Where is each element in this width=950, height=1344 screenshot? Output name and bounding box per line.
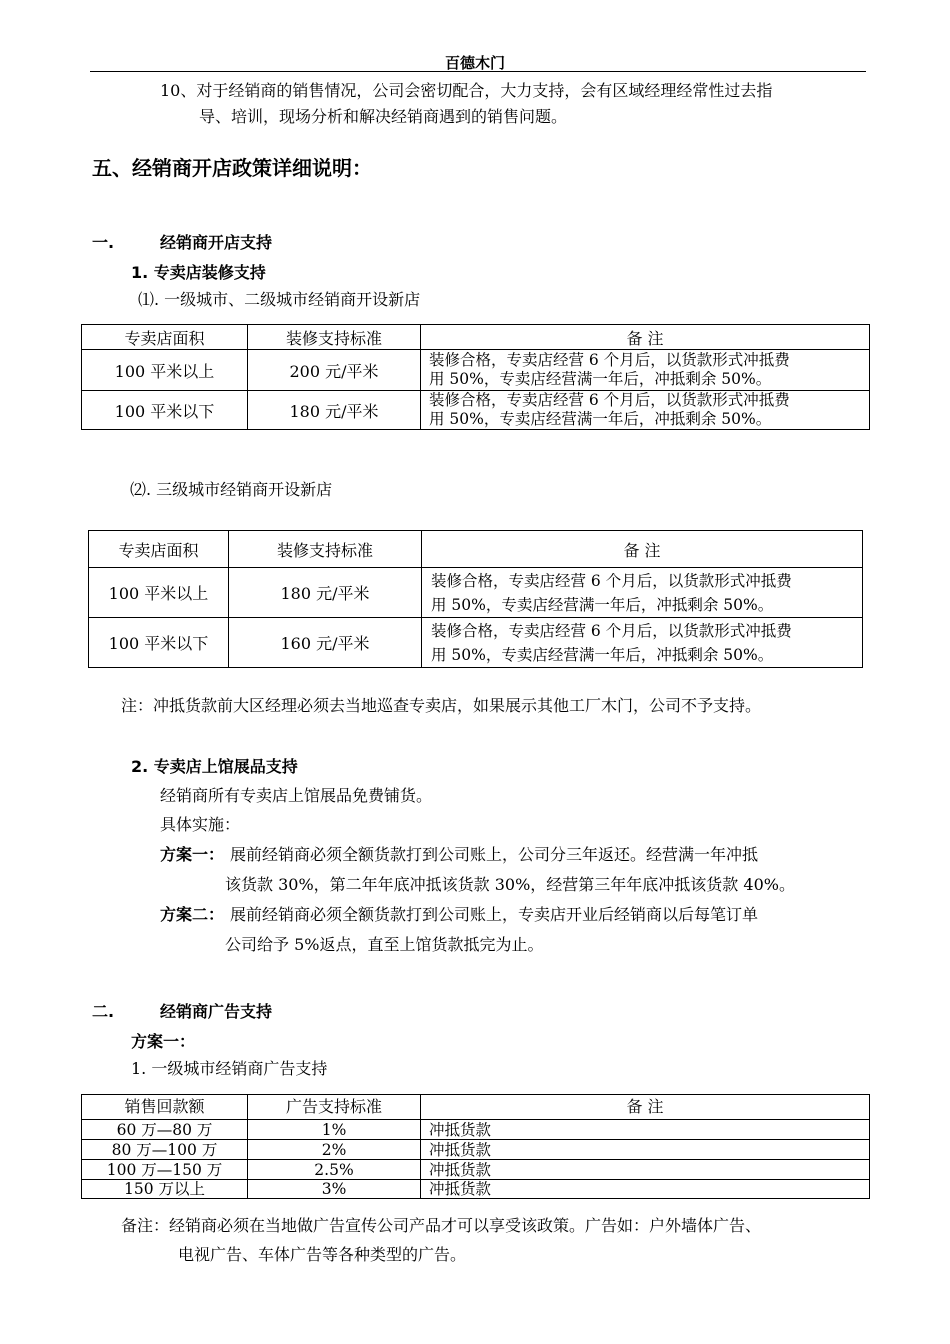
part2-remark-line2: 电视广告、车体广告等各种类型的广告。 [178, 1245, 467, 1264]
cell-area: 100 平米以下 [89, 618, 229, 668]
cell-standard: 1% [248, 1120, 421, 1140]
cell-standard: 180 元/平米 [229, 568, 422, 618]
document-header-title: 百德木门 [444, 54, 505, 72]
plan1-line1: 展前经销商必须全额货款打到公司账上，公司分三年返还。经营满一年冲抵 [230, 845, 759, 864]
cell-amount: 150 万以上 [82, 1180, 248, 1199]
table-header-row [89, 531, 863, 568]
header-rule [90, 71, 866, 72]
cell-note [422, 618, 863, 668]
section-title: 五、经销商开店政策详细说明： [92, 156, 372, 180]
cell-note: 冲抵货款 [421, 1120, 870, 1140]
table-header-row [82, 325, 870, 350]
plan1-label: 方案一： [160, 845, 225, 864]
sub2-line1: 经销商所有专卖店上馆展品免费铺货。 [160, 786, 433, 805]
cell-note: 冲抵货款 [421, 1160, 870, 1180]
plan2-line1: 展前经销商必须全额货款打到公司账上，专卖店开业后经销商以后每笔订单 [230, 905, 759, 924]
cell-note-line: 装修合格，专卖店经营 6 个月后，以货款形式冲抵费 [429, 351, 790, 369]
cell-area: 100 平米以上 [82, 350, 248, 391]
table-row [89, 618, 863, 668]
part2-title: 经销商广告支持 [160, 1002, 273, 1021]
cell-standard: 3% [248, 1180, 421, 1199]
decoration-table-tier1 [81, 324, 870, 430]
cell-note: 冲抵货款 [421, 1180, 870, 1199]
table-row [82, 1160, 870, 1180]
decoration-table-tier3 [88, 530, 863, 668]
part2-remark-line1: 备注：经销商必须在当地做广告宣传公司产品才可以享受该政策。广告如：户外墙体广告、 [121, 1216, 762, 1235]
cell-note-line: 装修合格，专卖店经营 6 个月后，以货款形式冲抵费 [431, 571, 792, 590]
sub1-remark: 注：冲抵货款前大区经理必须去当地巡查专卖店，如果展示其他工厂木门，公司不予支持。 [121, 696, 762, 715]
part2-plan-label: 方案一： [131, 1032, 196, 1051]
cell-note-line: 用 50%，专卖店经营满一年后，冲抵剩余 50%。 [429, 410, 772, 428]
sub2-line2: 具体实施： [160, 815, 241, 834]
header-standard: 装修支持标准 [248, 325, 421, 350]
header-standard: 广告支持标准 [248, 1095, 421, 1120]
part2-case1-label: 1. 一级城市经销商广告支持 [131, 1059, 328, 1078]
header-area: 专卖店面积 [82, 325, 248, 350]
sub2-title: 2. 专卖店上馆展品支持 [131, 757, 298, 776]
cell-amount: 80 万—100 万 [82, 1140, 248, 1160]
cell-note-line: 装修合格，专卖店经营 6 个月后，以货款形式冲抵费 [431, 621, 792, 640]
table-row [82, 391, 870, 430]
header-note: 备 注 [421, 325, 870, 350]
cell-standard: 200 元/平米 [248, 350, 421, 391]
intro-item10-line2: 导、培训，现场分析和解决经销商遇到的销售问题。 [199, 107, 568, 126]
part1-title: 经销商开店支持 [160, 233, 273, 252]
table-row [82, 350, 870, 391]
sub1-case2-label: ⑵. 三级城市经销商开设新店 [130, 480, 333, 499]
part1-number: 一. [92, 233, 115, 252]
cell-note: 冲抵货款 [421, 1140, 870, 1160]
table-header-row [82, 1095, 870, 1120]
cell-standard: 160 元/平米 [229, 618, 422, 668]
plan2-label: 方案二： [160, 905, 225, 924]
sub1-case1-label: ⑴. 一级城市、二级城市经销商开设新店 [138, 290, 421, 309]
cell-note [421, 350, 870, 391]
cell-note [421, 391, 870, 430]
part2-number: 二. [92, 1002, 115, 1021]
header-standard: 装修支持标准 [229, 531, 422, 568]
cell-standard: 2% [248, 1140, 421, 1160]
sub1-title: 1. 专卖店装修支持 [131, 263, 266, 282]
table-row [82, 1140, 870, 1160]
cell-standard: 2.5% [248, 1160, 421, 1180]
header-note: 备 注 [422, 531, 863, 568]
plan2-line2: 公司给予 5%返点，直至上馆货款抵完为止。 [225, 935, 544, 954]
advertising-table [81, 1094, 870, 1199]
plan1-line2: 该货款 30%，第二年年底冲抵该货款 30%，经营第三年年底冲抵该货款 40%。 [225, 875, 795, 894]
cell-note-line: 用 50%，专卖店经营满一年后，冲抵剩余 50%。 [431, 595, 774, 614]
intro-item10-line1: 10、对于经销商的销售情况，公司会密切配合，大力支持，会有区域经理经常性过去指 [160, 81, 773, 100]
cell-note [422, 568, 863, 618]
cell-amount: 100 万—150 万 [82, 1160, 248, 1180]
table-row [82, 1120, 870, 1140]
cell-area: 100 平米以上 [89, 568, 229, 618]
cell-standard: 180 元/平米 [248, 391, 421, 430]
cell-amount: 60 万—80 万 [82, 1120, 248, 1140]
cell-note-line: 用 50%，专卖店经营满一年后，冲抵剩余 50%。 [431, 645, 774, 664]
header-area: 专卖店面积 [89, 531, 229, 568]
cell-note-line: 用 50%，专卖店经营满一年后，冲抵剩余 50%。 [429, 370, 772, 388]
header-note: 备 注 [421, 1095, 870, 1120]
cell-note-line: 装修合格，专卖店经营 6 个月后，以货款形式冲抵费 [429, 391, 790, 409]
header-amount: 销售回款额 [82, 1095, 248, 1120]
table-row [82, 1180, 870, 1199]
table-row [89, 568, 863, 618]
cell-area: 100 平米以下 [82, 391, 248, 430]
